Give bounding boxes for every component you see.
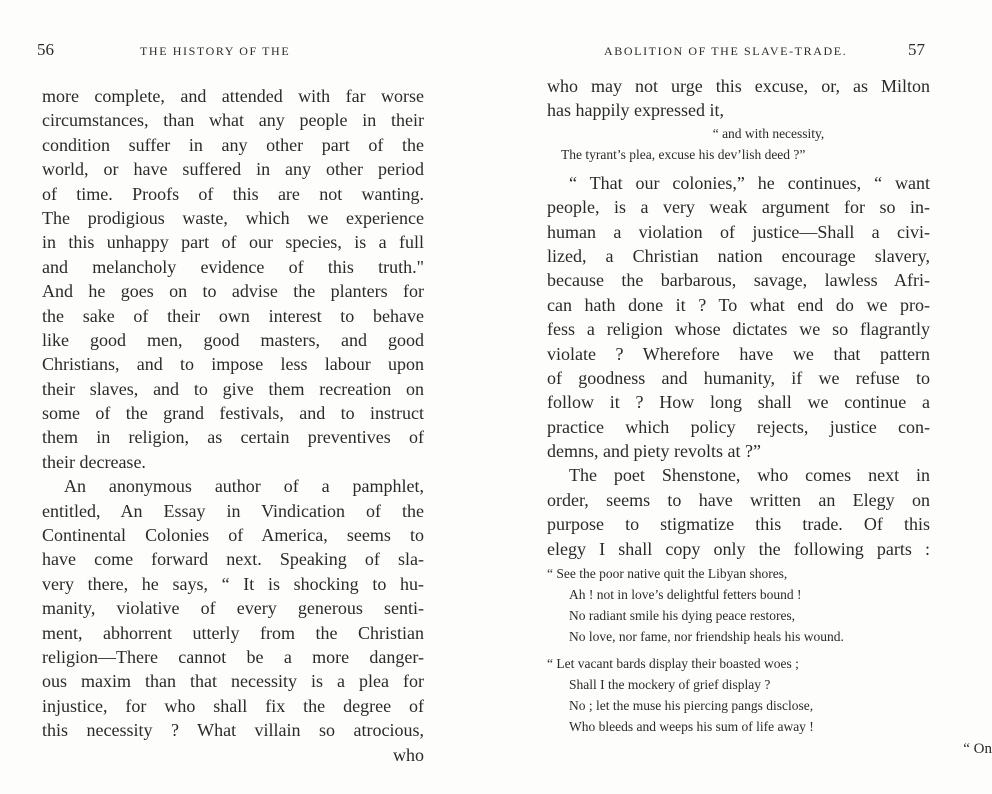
poem-line: Who bleeds and weeps his sum of life away ! [569, 719, 814, 735]
poem-line: No radiant smile his dying peace restores, [569, 608, 796, 624]
milton-quote [547, 123, 930, 165]
text-line: Christians, and to impose less labour upon [42, 354, 424, 375]
text-line: manity, violative of every generous senti- [42, 598, 424, 619]
text-line: more complete, and attended with far worse [42, 86, 424, 106]
text-line: follow it ? How long shall we continue a [547, 392, 930, 413]
text-line: the sake of their own interest to behave [42, 305, 424, 326]
quote-line: “ and with necessity, [712, 125, 825, 141]
text-line: An anonymous author of a pamphlet, [64, 476, 424, 497]
text-line: injustice, for who shall fix the degree of [42, 695, 424, 716]
text-line: because the barbarous, savage, lawless Afri- [547, 270, 930, 291]
text-line: demns, and piety revolts at ?” [547, 441, 761, 462]
right-page-number: 57 [908, 40, 925, 59]
quote-line: The tyrant’s plea, excuse his dev’lish deed ?” [561, 146, 806, 162]
text-line: ment, abhorrent utterly from the Christian [42, 622, 424, 643]
text-line: can hath done it ? To what end do we pro- [547, 294, 930, 315]
text-line: condition suffer in any other part of the [42, 134, 424, 155]
text-line: have come forward next. Speaking of sla- [42, 549, 424, 570]
poem-line: No ; let the muse his piercing pangs disclose, [569, 698, 814, 714]
text-line: “ That our colonies,” he continues, “ want [569, 172, 930, 193]
text-line: religion—There cannot be a more danger- [42, 646, 424, 667]
left-running-head: THE HISTORY OF THE [140, 44, 291, 58]
text-line: their slaves, and to give them recreation on [42, 378, 424, 399]
text-line: fess a religion whose dictates we so flagrantly [547, 319, 930, 340]
text-line: like good men, good masters, and good [42, 329, 424, 350]
text-line: world, or have suffered in any other period [42, 159, 424, 180]
text-line: Continental Colonies of America, seems to [42, 525, 424, 546]
text-line: purpose to stigmatize this trade. Of this [547, 514, 930, 535]
text-line: ous maxim than that necessity is a plea for [42, 671, 424, 692]
poem-line: No love, nor fame, nor friendship heals his wound. [569, 629, 844, 645]
text-line: of time. Proofs of this are not wanting. [42, 183, 424, 204]
poem-line: “ Let vacant bards display their boasted woes ; [547, 656, 799, 672]
text-line: The prodigious waste, which we experience [42, 207, 424, 228]
text-line: lized, a Christian nation encourage slavery, [547, 245, 930, 266]
right-page-text [547, 74, 992, 759]
right-running-head: ABOLITION OF THE SLAVE-TRADE. [604, 44, 848, 58]
elegy-stanza-one [547, 563, 930, 647]
text-line: in this unhappy part of our species, is a full [42, 232, 424, 253]
text-line: order, seems to have written an Elegy on [547, 489, 930, 510]
catchword: “ On [963, 741, 992, 758]
text-line: people, is a very weak argument for so in- [547, 197, 930, 218]
text-line: them in religion, as certain preventives of [42, 427, 424, 448]
left-page-text [42, 84, 424, 767]
text-line: violate ? Wherefore have we that pattern [547, 343, 930, 364]
text-line: elegy I shall copy only the following parts : [547, 538, 930, 559]
text-line: who may not urge this excuse, or, as Milton [547, 76, 930, 96]
elegy-stanza-two [547, 653, 930, 737]
text-line: this necessity ? What villain so atrocious, [42, 720, 424, 741]
text-line: and melancholy evidence of this truth." [42, 256, 424, 277]
text-line: circumstances, than what any people in their [42, 110, 424, 131]
text-line: practice which policy rejects, justice con- [547, 416, 930, 437]
text-line: has happily expressed it, [547, 100, 724, 121]
poem-line: Ah ! not in love’s delightful fetters bound ! [569, 587, 802, 603]
left-page [0, 0, 490, 794]
text-line: some of the grand festivals, and to instruct [42, 403, 424, 424]
text-line: their decrease. [42, 451, 146, 472]
poem-line: Shall I the mockery of grief display ? [569, 677, 771, 693]
text-line: entitled, An Essay in Vindication of the [42, 500, 424, 521]
text-line: And he goes on to advise the planters for [42, 281, 424, 302]
text-line: The poet Shenstone, who comes next in [569, 465, 930, 486]
text-line: of goodness and humanity, if we refuse to [547, 367, 930, 388]
poem-line: “ See the poor native quit the Libyan shores, [547, 566, 788, 582]
left-page-number: 56 [37, 40, 54, 59]
catchword: who [393, 744, 424, 765]
text-line: human a violation of justice—Shall a civi- [547, 221, 930, 242]
text-line: very there, he says, “ It is shocking to hu- [42, 573, 424, 594]
right-page [490, 0, 992, 794]
